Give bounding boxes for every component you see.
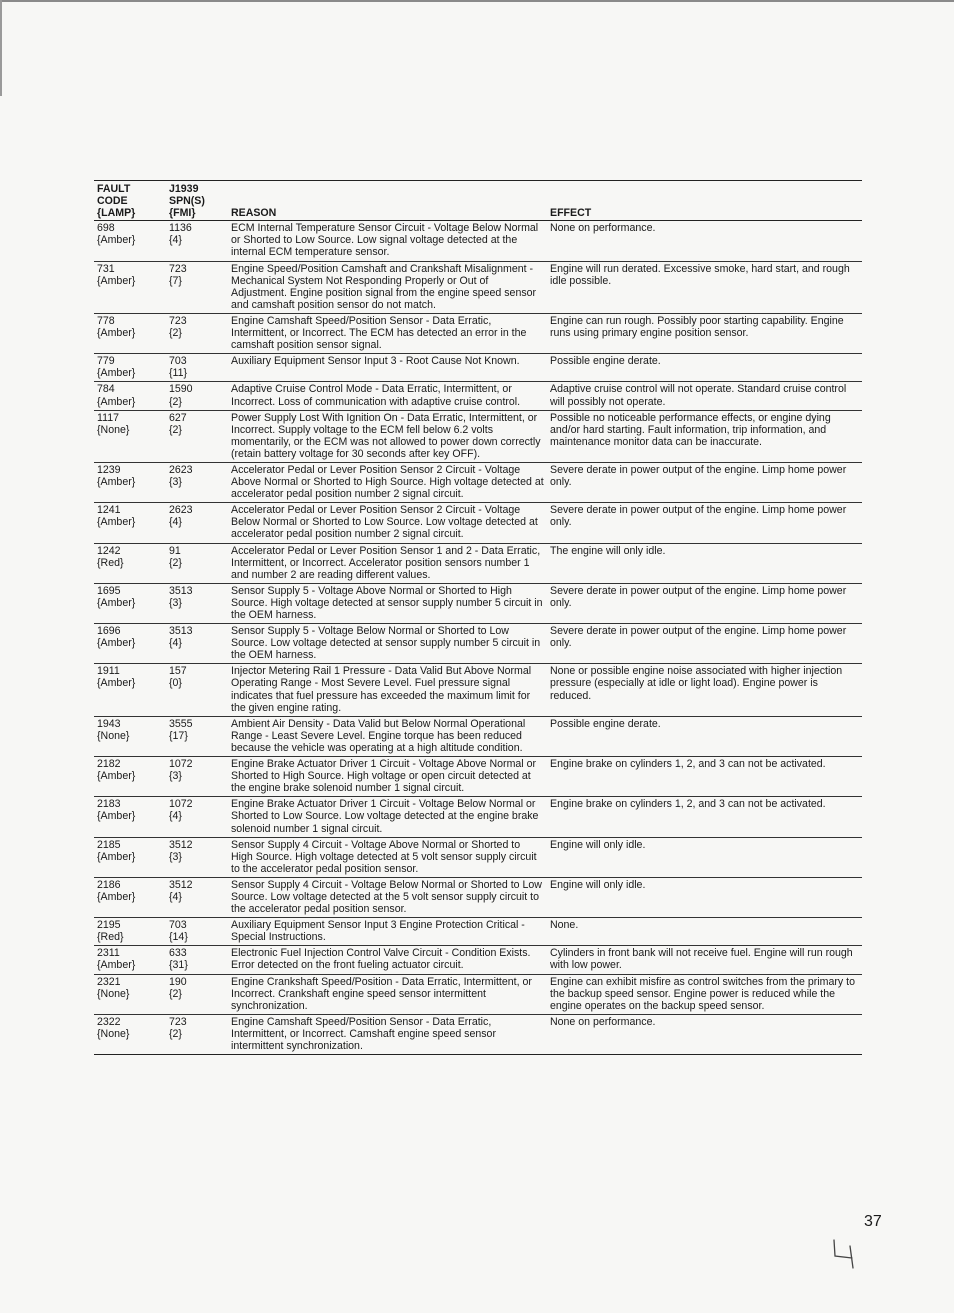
fault-code-cell <box>94 918 166 946</box>
effect-effect: Engine brake on cylinders 1, 2, and 3 can not be activated. <box>550 758 826 771</box>
fault-code-lamp: {Amber} <box>97 476 136 489</box>
spn-fmi: {2} <box>169 987 182 1000</box>
spn-spn: 3513 <box>169 584 193 597</box>
spn-spn: 3512 <box>169 878 193 891</box>
fault-code-code: 2311 <box>97 947 120 960</box>
reason-reason: Adaptive Cruise Control Mode - Data Erratic, Intermittent, or Incorrect. Loss of communication with adaptive cruise control. <box>231 383 521 408</box>
spn-fmi: {2} <box>169 556 182 569</box>
fault-code-lamp: {Amber} <box>97 395 136 408</box>
effect-cell <box>547 382 862 410</box>
fault-code-code: 778 <box>97 314 115 327</box>
fault-code-lamp: {Amber} <box>97 850 136 863</box>
effect-cell <box>547 797 862 837</box>
fault-code-lamp: {Amber} <box>97 637 136 650</box>
spn-cell <box>166 313 228 353</box>
fault-code-cell <box>94 664 166 716</box>
fault-code-lamp: {Amber} <box>97 959 136 972</box>
fault-code-code: 2321 <box>97 975 121 988</box>
effect-effect: The engine will only idle. <box>550 544 666 557</box>
spn-cell <box>166 837 228 877</box>
reason-cell <box>228 664 547 716</box>
table-row <box>94 837 862 877</box>
effect-cell <box>547 974 862 1014</box>
effect-cell <box>547 354 862 382</box>
table-row <box>94 313 862 353</box>
effect-effect: Engine will only idle. <box>550 838 646 851</box>
table-row <box>94 877 862 917</box>
spn-spn: 1072 <box>169 798 193 811</box>
spn-cell <box>166 946 228 974</box>
reason-cell <box>228 221 547 261</box>
reason-reason: Accelerator Pedal or Lever Position Sensor 2 Circuit - Voltage Below Normal or Shorted to Low Source. Low voltage detected at accelerator pedal position number 2 signal circuit. <box>231 504 538 541</box>
fault-code-lamp: {None} <box>97 1027 130 1040</box>
fault-code-code: 2182 <box>97 758 121 771</box>
effect-cell <box>547 313 862 353</box>
reason-reason: Auxiliary Equipment Sensor Input 3 - Root Cause Not Known. <box>231 355 520 368</box>
spn-spn: 627 <box>169 411 187 424</box>
fault-code-cell <box>94 261 166 313</box>
effect-effect: Severe derate in power output of the engine. Limp home power only. <box>550 584 847 609</box>
effect-effect: Engine can run rough. Possibly poor starting capability. Engine runs using primary engine position sensor. <box>550 314 844 340</box>
fault-code-cell <box>94 946 166 974</box>
spn-spn: 2623 <box>169 504 193 517</box>
table-row <box>94 462 862 502</box>
fault-code-lamp: {Amber} <box>97 770 136 783</box>
fault-code-code: 1241 <box>97 504 121 517</box>
reason-cell <box>228 382 547 410</box>
effect-cell <box>547 503 862 543</box>
reason-reason: Electronic Fuel Injection Control Valve Circuit - Condition Exists. Error detected on the front fueling actuator circuit. <box>231 947 531 972</box>
effect-effect: None or possible engine noise associated with higher injection pressure (especially at idle or light load). Engine power is reduced. <box>550 665 843 702</box>
reason-cell <box>228 410 547 462</box>
reason-cell <box>228 974 547 1014</box>
handwritten-mark-icon <box>828 1236 862 1270</box>
fault-code-lamp: {None} <box>97 729 130 742</box>
spn-spn: 91 <box>169 544 181 557</box>
header-fault-code: FAULT CODE {LAMP} <box>94 181 166 221</box>
spn-spn: 3513 <box>169 625 193 638</box>
fault-code-lamp: {Amber} <box>97 810 136 823</box>
table-row <box>94 624 862 664</box>
spn-spn: 1590 <box>169 383 193 396</box>
fault-code-code: 1943 <box>97 717 121 730</box>
fault-code-cell <box>94 877 166 917</box>
spn-fmi: {7} <box>169 274 182 287</box>
effect-cell <box>547 837 862 877</box>
effect-cell <box>547 757 862 797</box>
fault-code-cell <box>94 382 166 410</box>
reason-reason: Sensor Supply 5 - Voltage Above Normal or Shorted to High Source. High voltage detected at sensor supply number 5 circuit in the OEM harness. <box>231 584 543 621</box>
spn-cell <box>166 261 228 313</box>
reason-cell <box>228 716 547 756</box>
fault-code-code: 2322 <box>97 1015 121 1028</box>
table-row <box>94 946 862 974</box>
spn-cell <box>166 462 228 502</box>
fault-code-cell <box>94 1014 166 1054</box>
spn-fmi: {2} <box>169 395 182 408</box>
header-reason: REASON <box>228 181 547 221</box>
reason-cell <box>228 313 547 353</box>
table-row <box>94 918 862 946</box>
reason-cell <box>228 261 547 313</box>
effect-effect: None. <box>550 919 579 932</box>
table-row <box>94 583 862 623</box>
reason-cell <box>228 1014 547 1054</box>
fault-code-cell <box>94 313 166 353</box>
page-number: 37 <box>864 1213 882 1230</box>
spn-spn: 2623 <box>169 463 193 476</box>
table-row <box>94 797 862 837</box>
reason-reason: ECM Internal Temperature Sensor Circuit - Voltage Below Normal or Shorted to Low Source. Low signal voltage detected at the internal ECM temperature sensor. <box>231 222 539 259</box>
fault-code-code: 1911 <box>97 665 120 678</box>
reason-cell <box>228 918 547 946</box>
fault-code-lamp: {Red} <box>97 931 124 944</box>
spn-cell <box>166 543 228 583</box>
spn-cell <box>166 918 228 946</box>
table-row <box>94 354 862 382</box>
spn-cell <box>166 716 228 756</box>
effect-effect: Engine brake on cylinders 1, 2, and 3 can not be activated. <box>550 798 826 811</box>
reason-reason: Sensor Supply 4 Circuit - Voltage Above Normal or Shorted to High Source. High voltage detected at 5 volt sensor supply circuit to the accelerator pedal position sensor. <box>231 838 537 875</box>
fault-code-code: 1695 <box>97 584 121 597</box>
effect-effect: Possible no noticeable performance effects, or engine dying and/or hard starting. Fault information, trip information, and maintenance monitor data can be inaccurate. <box>550 411 831 448</box>
effect-cell <box>547 664 862 716</box>
effect-cell <box>547 918 862 946</box>
table-row <box>94 543 862 583</box>
effect-effect: Possible engine derate. <box>550 717 661 730</box>
spn-cell <box>166 221 228 261</box>
fault-code-cell <box>94 583 166 623</box>
table-row <box>94 1014 862 1054</box>
spn-cell <box>166 503 228 543</box>
table-row <box>94 221 862 261</box>
reason-cell <box>228 624 547 664</box>
effect-effect: Severe derate in power output of the engine. Limp home power only. <box>550 625 847 650</box>
effect-effect: Cylinders in front bank will not receive fuel. Engine will run rough with low power. <box>550 947 853 972</box>
reason-cell <box>228 837 547 877</box>
spn-fmi: {2} <box>169 423 182 436</box>
effect-cell <box>547 221 862 261</box>
spn-spn: 1072 <box>169 758 193 771</box>
spn-spn: 633 <box>169 947 187 960</box>
reason-cell <box>228 877 547 917</box>
spn-cell <box>166 410 228 462</box>
spn-spn: 3512 <box>169 838 193 851</box>
effect-effect: Severe derate in power output of the engine. Limp home power only. <box>550 504 847 529</box>
effect-cell <box>547 877 862 917</box>
fault-code-code: 779 <box>97 355 115 368</box>
reason-cell <box>228 583 547 623</box>
fault-code-code: 2183 <box>97 798 121 811</box>
spn-cell <box>166 1014 228 1054</box>
spn-fmi: {3} <box>169 596 182 609</box>
fault-code-lamp: {Amber} <box>97 596 136 609</box>
spn-fmi: {4} <box>169 637 182 650</box>
reason-reason: Sensor Supply 5 - Voltage Below Normal or Shorted to Low Source. Low voltage detected at sensor supply number 5 circuit in the OEM harness. <box>231 625 541 662</box>
reason-reason: Engine Brake Actuator Driver 1 Circuit - Voltage Below Normal or Shorted to Low Source. Low voltage detected at the engine brake solenoid number 1 signal circuit. <box>231 798 539 835</box>
effect-cell <box>547 624 862 664</box>
header-effect: EFFECT <box>547 181 862 221</box>
fault-code-lamp: {Red} <box>97 556 124 569</box>
spn-fmi: {11} <box>169 367 188 380</box>
reason-reason: Engine Camshaft Speed/Position Sensor - Data Erratic, Intermittent, or Incorrect. The ECM has detected an error in the camshaft position sensor signal. <box>231 314 527 352</box>
reason-cell <box>228 797 547 837</box>
fault-code-lamp: {Amber} <box>97 890 136 903</box>
reason-cell <box>228 354 547 382</box>
header-spn: J1939 SPN(S) {FMI} <box>166 181 228 221</box>
fault-code-lamp: {Amber} <box>97 367 136 380</box>
spn-spn: 190 <box>169 975 187 988</box>
fault-code-code: 2186 <box>97 878 121 891</box>
fault-code-cell <box>94 624 166 664</box>
fault-code-cell <box>94 503 166 543</box>
spn-spn: 157 <box>169 665 187 678</box>
spn-fmi: {2} <box>169 1027 182 1040</box>
spn-spn: 3555 <box>169 717 193 730</box>
effect-cell <box>547 946 862 974</box>
fault-code-lamp: {Amber} <box>97 516 136 529</box>
spn-spn: 723 <box>169 1015 187 1028</box>
effect-cell <box>547 462 862 502</box>
reason-reason: Sensor Supply 4 Circuit - Voltage Below Normal or Shorted to Low Source. Low voltage detected at the 5 volt sensor supply circuit to the accelerator pedal position sensor. <box>231 878 542 916</box>
fault-code-code: 698 <box>97 222 115 235</box>
reason-reason: Accelerator Pedal or Lever Position Sensor 2 Circuit - Voltage Above Normal or Shorted to High Source. High voltage detected at accelerator pedal position number 2 signal circuit. <box>231 463 544 501</box>
reason-reason: Engine Speed/Position Camshaft and Crankshaft Misalignment - Mechanical System Not Responding Properly or Out of Adjustment. Engine position signal from the engine speed sensor and camshaft position sensor do not match. <box>231 262 537 311</box>
reason-cell <box>228 462 547 502</box>
spn-fmi: {3} <box>169 476 182 489</box>
spn-fmi: {3} <box>169 770 182 783</box>
reason-reason: Injector Metering Rail 1 Pressure - Data Valid But Above Normal Operating Range - Most Severe Level. Fuel pressure signal indicates that fuel pressure has exceeded the maximum limit for the given engine rating. <box>231 665 532 714</box>
fault-code-cell <box>94 974 166 1014</box>
effect-effect: None on performance. <box>550 222 656 235</box>
reason-reason: Engine Camshaft Speed/Position Sensor - Data Erratic, Intermittent, or Incorrect. Camshaft engine speed sensor intermittent synchronization. <box>231 1015 496 1052</box>
fault-code-lamp: {Amber} <box>97 274 136 287</box>
spn-fmi: {0} <box>169 677 182 690</box>
spn-fmi: {31} <box>169 959 188 972</box>
fault-code-cell <box>94 837 166 877</box>
spn-fmi: {4} <box>169 234 182 247</box>
effect-cell <box>547 1014 862 1054</box>
spn-cell <box>166 877 228 917</box>
spn-fmi: {4} <box>169 810 182 823</box>
fault-code-cell <box>94 462 166 502</box>
effect-cell <box>547 583 862 623</box>
effect-effect: Possible engine derate. <box>550 355 661 368</box>
table-row <box>94 974 862 1014</box>
reason-reason: Engine Brake Actuator Driver 1 Circuit - Voltage Above Normal or Shorted to High Source. High voltage or open circuit detected at the engine brake solenoid number 1 signal circuit. <box>231 758 537 795</box>
spn-fmi: {4} <box>169 890 182 903</box>
fault-code-code: 2185 <box>97 838 121 851</box>
left-edge-shadow <box>0 0 2 96</box>
spn-cell <box>166 757 228 797</box>
fault-code-cell <box>94 410 166 462</box>
fault-code-lamp: {Amber} <box>97 327 136 340</box>
fault-code-code: 1242 <box>97 544 121 557</box>
table-header-row <box>94 181 862 221</box>
reason-cell <box>228 757 547 797</box>
spn-spn: 703 <box>169 355 187 368</box>
spn-cell <box>166 624 228 664</box>
table-row <box>94 503 862 543</box>
fault-code-code: 731 <box>97 262 115 275</box>
table-row <box>94 261 862 313</box>
reason-cell <box>228 946 547 974</box>
effect-cell <box>547 543 862 583</box>
spn-spn: 703 <box>169 919 187 932</box>
effect-effect: Adaptive cruise control will not operate. Standard cruise control will possibly not operate. <box>550 383 847 408</box>
fault-code-cell <box>94 221 166 261</box>
reason-reason: Power Supply Lost With Ignition On - Data Erratic, Intermittent, or Incorrect. Supply voltage to the ECM fell below 6.2 volts momentarily, or the ECM was not allowed to power down correctly (retain battery voltage for 30 seconds after key OFF). <box>231 411 541 460</box>
fault-code-code: 1239 <box>97 463 121 476</box>
spn-cell <box>166 382 228 410</box>
fault-code-code: 2195 <box>97 919 121 932</box>
fault-code-cell <box>94 543 166 583</box>
effect-cell <box>547 410 862 462</box>
spn-cell <box>166 974 228 1014</box>
effect-effect: Engine can exhibit misfire as control switches from the primary to the backup speed sensor. Engine power is reduced while the engine operates on the backup speed sensor. <box>550 975 855 1012</box>
effect-cell <box>547 261 862 313</box>
effect-effect: Engine will only idle. <box>550 878 646 891</box>
reason-cell <box>228 503 547 543</box>
table-row <box>94 664 862 716</box>
table-row <box>94 716 862 756</box>
spn-fmi: {3} <box>169 850 182 863</box>
fault-code-code: 1117 <box>97 411 119 424</box>
spn-cell <box>166 354 228 382</box>
spn-fmi: {4} <box>169 516 182 529</box>
fault-code-lamp: {Amber} <box>97 677 136 690</box>
spn-spn: 723 <box>169 262 187 275</box>
reason-cell <box>228 543 547 583</box>
spn-fmi: {14} <box>169 931 188 944</box>
effect-effect: Severe derate in power output of the engine. Limp home power only. <box>550 463 847 489</box>
top-rule <box>0 0 954 2</box>
effect-effect: Engine will run derated. Excessive smoke, hard start, and rough idle possible. <box>550 262 850 287</box>
reason-reason: Accelerator Pedal or Lever Position Sensor 1 and 2 - Data Erratic, Intermittent, or Incorrect. Accelerator position sensors number 1 and number 2 are reading different values. <box>231 544 541 581</box>
reason-reason: Auxiliary Equipment Sensor Input 3 Engine Protection Critical - Special Instructions. <box>231 919 525 944</box>
fault-code-cell <box>94 354 166 382</box>
spn-fmi: {17} <box>169 729 188 742</box>
fault-code-cell <box>94 797 166 837</box>
spn-fmi: {2} <box>169 327 182 340</box>
fault-code-code: 1696 <box>97 625 121 638</box>
spn-cell <box>166 583 228 623</box>
spn-spn: 1136 <box>169 222 192 235</box>
fault-code-lamp: {None} <box>97 423 130 436</box>
spn-cell <box>166 664 228 716</box>
fault-code-lamp: {None} <box>97 987 130 1000</box>
table-row <box>94 410 862 462</box>
table-row <box>94 382 862 410</box>
fault-code-code: 784 <box>97 383 115 396</box>
fault-code-cell <box>94 757 166 797</box>
fault-code-lamp: {Amber} <box>97 234 136 247</box>
reason-reason: Ambient Air Density - Data Valid but Below Normal Operational Range - Least Severe Level. Engine torque has been reduced because the vehicle was operating at a high altitude condition. <box>231 717 526 754</box>
effect-effect: None on performance. <box>550 1015 656 1028</box>
spn-cell <box>166 797 228 837</box>
effect-cell <box>547 716 862 756</box>
reason-reason: Engine Crankshaft Speed/Position - Data Erratic, Intermittent, or Incorrect. Crankshaft engine speed sensor intermittent synchronization. <box>231 975 532 1012</box>
spn-spn: 723 <box>169 314 187 327</box>
fault-code-cell <box>94 716 166 756</box>
table-row <box>94 757 862 797</box>
fault-code-table <box>94 180 862 1055</box>
